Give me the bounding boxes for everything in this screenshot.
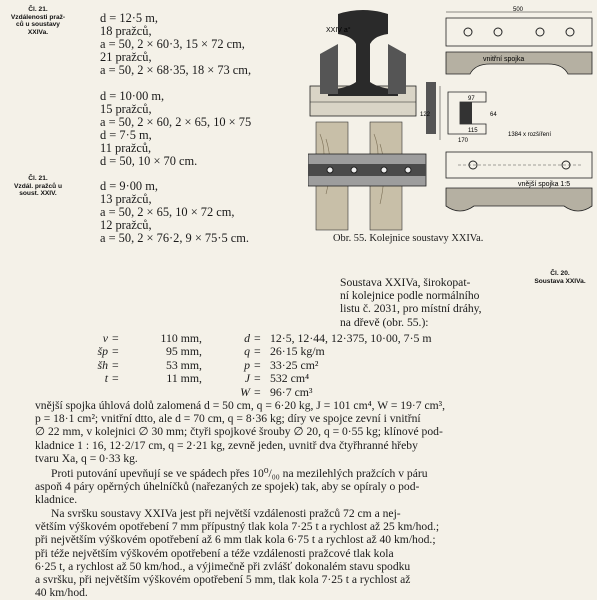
spec-row	[82, 345, 482, 358]
side-note-spacing-xxiv	[2, 175, 74, 198]
formula-line: a = 50, 2 × 68·35, 18 × 73 cm,	[100, 63, 252, 77]
spec-row	[82, 372, 482, 385]
joint-note: 1384 x rozšíření	[508, 132, 552, 138]
spec-row	[82, 386, 482, 399]
formula-line: 15 pražců,	[100, 102, 152, 116]
spec-cell: 532 cm⁴	[270, 371, 310, 386]
formula-line: 18 pražců,	[100, 24, 152, 38]
side-note-line: Vzdálenosti praž-	[10, 13, 66, 21]
formula-line: d = 12·5 m,	[100, 11, 158, 25]
side-note-spacing-xxiva	[2, 6, 74, 36]
side-note-line: Vzdál. pražců u	[14, 182, 62, 190]
formula-line: d = 10·00 m,	[100, 89, 165, 103]
formula-line: a = 50, 2 × 60·3, 15 × 72 cm,	[100, 37, 245, 51]
side-note-line: Čl. 20.	[550, 270, 570, 277]
inner-plate-label: vnitřní spojka	[483, 56, 525, 63]
spec-table	[82, 332, 482, 399]
text-line: Proti putování upevňují se ve spádech přes 10⁰/₀₀ na mezilehlých pražcích v páru	[51, 467, 428, 480]
formula-group-2	[100, 90, 251, 168]
formula-line: d = 7·5 m,	[100, 128, 152, 142]
spec-cell: šh	[97, 357, 108, 372]
rail-figure	[308, 4, 596, 238]
text-line: při téže největším výškovém opotřebení a téže vzdálenosti pražcové tlak kola	[35, 546, 394, 560]
formula-line: a = 50, 2 × 76·2, 9 × 75·5 cm.	[100, 231, 249, 245]
spec-row	[82, 332, 482, 345]
dim-label: 500	[513, 7, 524, 13]
rail-plan-view	[308, 122, 426, 230]
spec-cell: 33·25 cm²	[270, 357, 319, 372]
spec-cell: =	[254, 371, 261, 386]
outer-plate-label: vnější spojka 1:5	[518, 181, 571, 188]
formula-line: a = 50, 2 × 60, 2 × 65, 10 × 75	[100, 115, 252, 129]
spec-cell: =	[254, 357, 261, 372]
spec-cell: 11 mm,	[166, 371, 202, 386]
spec-cell: 96·7 cm³	[270, 384, 313, 399]
formula-line: d = 9·00 m,	[100, 179, 158, 193]
text-line: ∅ 22 mm, v kolejnici ∅ 30 mm; čtyři spojkové šrouby ∅ 20, q = 0·55 kg; klínové pod-	[35, 425, 443, 439]
figure-caption: Obr. 55. Kolejnice soustavy XXIVa.	[333, 233, 484, 244]
paragraph-creep	[35, 467, 570, 507]
spec-cell: q	[244, 344, 250, 359]
intro-line: ní kolejnice podle normálního	[340, 289, 480, 303]
spec-cell: =	[254, 344, 261, 359]
spec-cell: =	[112, 344, 119, 359]
side-note-line: Čl. 21.	[28, 175, 48, 182]
intro-paragraph	[340, 276, 525, 329]
text-line: 40 km/hod.	[35, 586, 88, 600]
spec-cell: J	[244, 371, 250, 386]
rail-cross-section	[310, 10, 416, 116]
text-line: 6·25 t, a rychlost až 50 km/hod., a výjimečně při zvlášť dokonalém stavu spodku	[35, 559, 411, 573]
text-line: kladnice.	[35, 493, 78, 507]
paragraph-fishplates	[35, 399, 570, 465]
formula-line: 12 pražců,	[100, 218, 152, 232]
text-line: větším výškovém opotřebení 7 mm přípustný tlak kola 7·25 t a rychlost až 25 km/hod.;	[35, 520, 440, 534]
spec-cell: =	[254, 384, 261, 399]
rail-section-label: XXIV a°	[326, 27, 351, 34]
formula-line: d = 50, 10 × 70 cm.	[100, 154, 198, 168]
spec-cell: 26·15 kg/m	[270, 344, 325, 359]
formula-group-1	[100, 12, 251, 77]
spec-cell: d	[244, 331, 250, 345]
formula-line: a = 50, 2 × 65, 10 × 72 cm,	[100, 205, 235, 219]
inner-plate-drawing	[446, 7, 592, 74]
spec-cell: W	[240, 384, 250, 399]
side-note-line: XXIVa.	[27, 28, 49, 36]
formula-line: 11 pražců,	[100, 141, 152, 155]
spec-cell	[82, 386, 110, 399]
intro-line: na dřevě (obr. 55.):	[340, 315, 429, 329]
text-line: kladnice 1 : 16, 12·2/17 cm, q = 2·21 kg, zevně jeden, uvnitř dva čtyřhranné hřeby	[35, 438, 418, 452]
dim-label: 115	[468, 128, 478, 134]
spec-cell: p	[244, 357, 250, 372]
dim-label: 64	[490, 112, 497, 118]
spec-cell: v	[102, 331, 108, 345]
outer-plate-drawing	[446, 152, 592, 211]
spec-cell: =	[112, 357, 119, 372]
formula-group-3	[100, 180, 249, 245]
spec-cell: =	[254, 331, 261, 345]
text-line: p = 18·1 cm²; vnitřní dtto, ale d = 70 cm, q = 8·36 kg; díry ve spojce zevní i vnitřní	[35, 412, 421, 426]
spec-row	[82, 359, 482, 372]
plate-cross-section	[420, 82, 551, 144]
dim-label: 122	[420, 112, 431, 118]
side-note-line: Soustava XXIVa.	[534, 277, 586, 285]
spec-cell: t	[104, 371, 108, 386]
spec-cell	[126, 386, 204, 399]
dim-label: 170	[458, 138, 469, 144]
spec-cell: šp	[97, 344, 108, 359]
side-note-system-xxiva	[525, 270, 595, 285]
spec-cell: 95 mm,	[165, 344, 202, 359]
text-line: Na svršku soustavy XXIVa jest při největší vzdálenosti pražců 72 cm a nej-	[51, 507, 401, 520]
paragraph-loads	[35, 507, 570, 599]
side-note-line: Čl. 21.	[28, 6, 48, 13]
dim-label: 97	[468, 96, 475, 102]
spec-cell: =	[112, 331, 119, 345]
formula-line: 21 pražců,	[100, 50, 152, 64]
text-line: aspoň 4 páry opěrných úhelníčků (nařezaných ze spojek) tak, aby se opíraly o pod-	[35, 480, 420, 494]
spec-cell: 12·5, 12·44, 12·375, 10·00, 7·5 m	[270, 331, 432, 345]
text-line: tvaru Xa, q = 0·33 kg.	[35, 451, 138, 465]
intro-line: Soustava XXIVa, širokopat-	[340, 276, 471, 289]
spec-cell: =	[112, 371, 119, 386]
spec-cell: 53 mm,	[165, 357, 202, 372]
spec-cell	[110, 386, 126, 399]
formula-line: 13 pražců,	[100, 192, 152, 206]
text-line: při největším výškovém opotřebení až 6 mm tlak kola 6·75 t a rychlost až 40 km/hod.;	[35, 533, 436, 547]
spec-cell: 110 mm,	[160, 331, 202, 345]
text-line: vnější spojka úhlová dolů zalomená d = 50 cm, q = 6·20 kg, J = 101 cm⁴, W = 19·7 cm³,	[35, 399, 445, 412]
side-note-line: soust. XXIV.	[19, 190, 57, 198]
side-note-line: ců u soustavy	[16, 21, 60, 29]
text-line: a svršku, při největším výškovém opotřebení 5 mm, tlak kola 7·25 t a rychlost až	[35, 573, 411, 587]
intro-line: listu č. 2031, pro místní dráhy,	[340, 302, 482, 316]
